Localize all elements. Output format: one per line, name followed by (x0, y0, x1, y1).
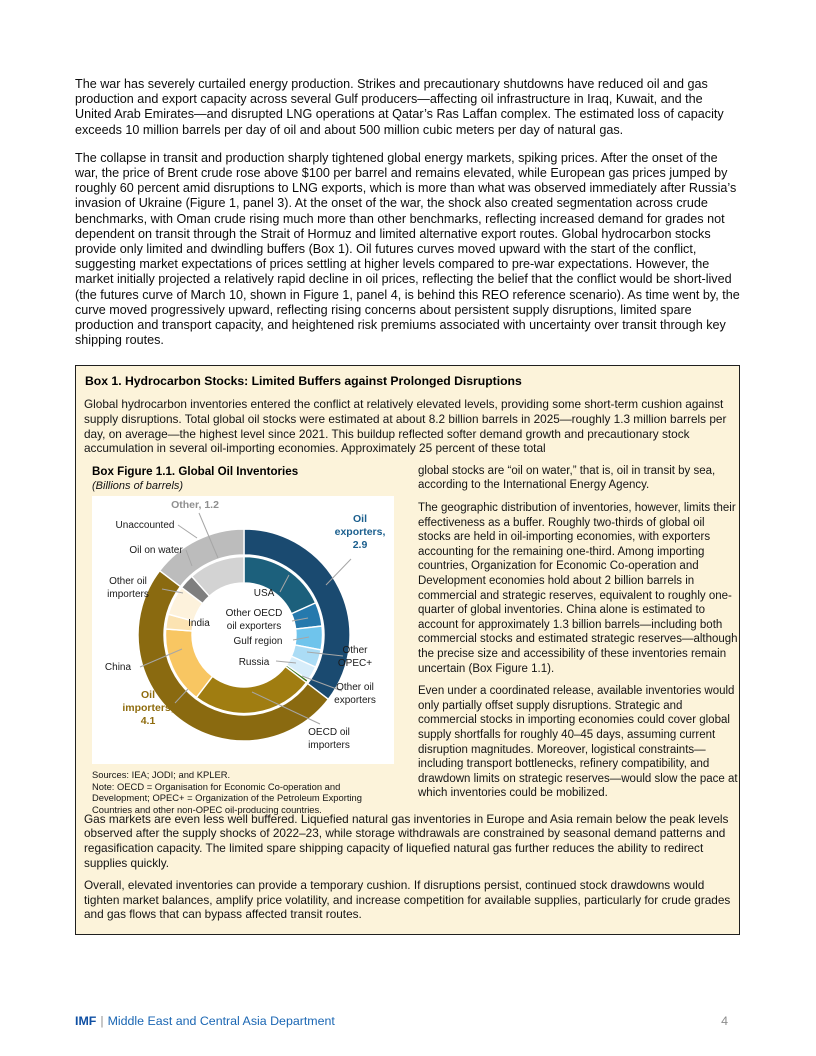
chart-label: OECD oil importers (308, 727, 350, 752)
chart-label: USA (253, 588, 275, 600)
box-paragraph-5: Overall, elevated inventories can provide a temporary cushion. If disruptions persist, continued stock drawdowns would tighten market balances, amplify price volatility, and increase competition for available supplies, particularly for crude grades and gas flows that can bypass affected transit routes. (84, 878, 731, 922)
paragraph-energy-markets: The collapse in transit and production sharply tightened global energy markets, spiking prices. After the onset of the war, the price of Brent crude rose above $100 per barrel and remains elevated, while European gas prices jumped by roughly 60 percent amid disruptions to LNG exports, which is more than what was observed immediately after Russia’s invasion of Ukraine (Figure 1, panel 3). At the onset of the war, the shock also created segmentation across crude benchmarks, with Oman crude rising much more than other benchmarks, reflecting increased demand for grades not dependent on transit through the Strait of Hormuz and limited alternative export routes. Global hydrocarbon stocks provide only limited and dwindling buffers (Box 1). Oil futures curves moved upward with the start of the conflict, suggesting market expectations of prices settling at higher levels compared to pre-war expectations. However, the market initially projected a relatively rapid decline in oil prices, reflecting the belief that the conflict would be short-lived (the futures curve of March 10, shown in Figure 1, panel 4, is behind this REO reference scenario). As time went by, the curve moved progressively upward, reflecting rising concerns about persistent supply disruptions, limited spare production and transport capacity, and heightened risk premiums associated with uncertainty over transit through key shipping routes. (75, 150, 740, 348)
box-right-column (418, 464, 740, 801)
chart-label: Unaccounted (115, 520, 175, 532)
imf-logo-text: IMF (75, 1014, 97, 1028)
page-footer (75, 1014, 740, 1028)
box-paragraph-2: The geographic distribution of inventories, however, limits their effectiveness as a buffer. Roughly two-thirds of global oil stocks are held in oil-importing economies, with exporters accounting for the remaining one-third. Among importing countries, Organization for Economic Co-operation and Development economies hold about 2 billion barrels in commercial and strategic reserves, equivalent to roughly one-quarter of global inventories. China alone is estimated to account for approximately 1.3 billion barrels—including both commercial stocks and estimated strategic reserves—although the precise size and accessibility of these inventories remain uncertain (Box Figure 1.1). (418, 502, 738, 675)
box-paragraph-3: Even under a coordinated release, available inventories would only partially offset supply disruptions. Strategic and commercial stocks in importing economies could cover global supply shortfalls for roughly 40–45 days, assuming current disruption magnitudes. Moreover, logistical constraints—including transport bottlenecks, refinery compatibility, and drawdown limits on strategic reserves—would slow the pace at which inventories could be mobilized. (418, 685, 738, 800)
chart-label: Russia (238, 657, 270, 669)
footer-department: Middle East and Central Asia Department (107, 1014, 335, 1028)
chart-label: Oil importers, 4.1 (122, 689, 174, 728)
paragraph-energy-production: The war has severely curtailed energy production. Strikes and precautionary shutdowns have reduced oil and gas production and export capacity across several Gulf producers—affecting oil infrastructure in Iraq, Kuwait, and the United Arab Emirates—and disrupted LNG operations at Qatar’s Ras Laffan complex. The estimated loss of capacity exceeds 10 million barrels per day of oil and about 500 million cubic meters per day of natural gas. (75, 77, 724, 137)
chart-label: Other OPEC+ (337, 645, 373, 670)
chart-label: Other, 1.2 (171, 499, 219, 512)
chart-label: Other oil importers (107, 576, 149, 601)
box-paragraph-4: Gas markets are even less well buffered. Liquefied natural gas inventories in Europe and Asia remain below the peak levels observed after the supply shocks of 2022–23, while storage withdrawals are constrained by seasonal demand patterns and regasification capacity. The limited spare shipping capacity of liquefied natural gas further reduces the ability to redirect supplies quickly. (84, 811, 729, 870)
figure-note: Note: OECD = Organisation for Economic Co-operation and Development; OPEC+ = Organization of the Petroleum Exporting Countries and other non-OPEC oil-producing countries. (92, 780, 362, 815)
chart-label: Other oil exporters (334, 682, 376, 707)
global-oil-inventories-donut-chart (92, 496, 394, 764)
box-figure-1-1 (92, 465, 394, 815)
figure-panel (92, 496, 394, 764)
box-1-hydrocarbon-stocks (75, 365, 740, 935)
chart-label: Oil exporters, 2.9 (334, 513, 386, 552)
chart-label: Other OECD oil exporters (225, 608, 283, 633)
box-paragraph-1: Global hydrocarbon inventories entered the conflict at relatively elevated levels, providing some short-term cushion against supply disruptions. Total global oil stocks were estimated at about 8.2 billion barrels in 2025—roughly 1.3 million barrels per day, on average—the highest level since 2021. This buildup reflected softer demand growth and precautionary stock accumulation in several oil-importing economies. Approximately 25 percent of these total (84, 397, 727, 456)
figure-sources: Sources: IEA; JODI; and KPLER. (92, 769, 231, 781)
chart-label: China (104, 662, 132, 674)
figure-title: Box Figure 1.1. Global Oil Inventories (92, 465, 299, 479)
chart-label: Gulf region (233, 636, 283, 648)
label-leader-line (178, 525, 197, 538)
box-paragraph-1-continued: global stocks are “oil on water,” that is, oil in transit by sea, according to the International Energy Agency. (418, 464, 716, 492)
chart-label: Oil on water (129, 545, 183, 557)
footer-separator: | (100, 1014, 104, 1028)
figure-sources-note (92, 769, 384, 815)
chart-label: India (188, 618, 210, 630)
page-number: 4 (721, 1014, 728, 1028)
figure-subtitle: (Billions of barrels) (92, 480, 184, 493)
box-title: Box 1. Hydrocarbon Stocks: Limited Buffers against Prolonged Disruptions (85, 374, 522, 389)
